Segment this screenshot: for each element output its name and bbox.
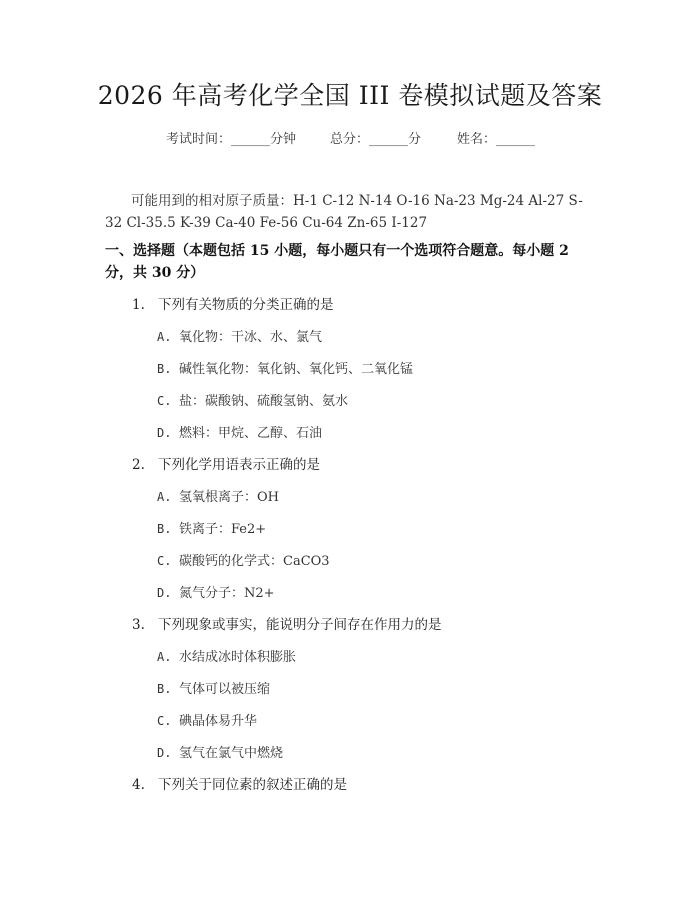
option-text: 碳酸钙的化学式：CaCO3 [179,554,330,569]
question-number: 2. [132,457,145,473]
option-item [157,550,330,573]
option-item [157,518,266,541]
option-item [157,582,275,605]
question-text: 下列化学用语表示正确的是 [158,457,320,473]
option-item [157,422,322,445]
option-letter: D. [157,426,172,440]
question-text: 下列现象或事实，能说明分子间存在作用力的是 [158,617,442,633]
exam-time-field: 考试时间：______分钟 [166,132,297,147]
option-text: 燃料：甲烷、乙醇、石油 [179,426,323,441]
option-letter: B. [157,682,172,696]
question-item [132,774,347,796]
option-letter: A. [157,650,172,664]
option-item [157,326,322,349]
option-text: 氢氧根离子：OH [179,490,279,505]
exam-meta [0,128,700,152]
option-item [157,678,270,701]
option-text: 碘晶体易升华 [179,714,258,729]
student-name-field: 姓名：______ [457,132,536,147]
question-number: 3. [132,617,145,633]
option-text: 气体可以被压缩 [179,682,271,697]
option-letter: C. [157,554,172,568]
option-letter: A. [157,490,172,504]
option-text: 氮气分子：N2+ [179,586,275,601]
option-text: 盐：碳酸钠、硫酸氢钠、氨水 [179,394,349,409]
option-letter: D. [157,586,172,600]
option-text: 水结成冰时体积膨胀 [179,650,297,665]
option-letter: C. [157,394,172,408]
option-letter: D. [157,746,172,760]
option-item [157,710,257,733]
question-item [132,454,320,476]
option-letter: C. [157,714,172,728]
question-text: 下列关于同位素的叙述正确的是 [158,777,347,793]
total-score-field: 总分：______分 [330,132,422,147]
question-item [132,294,334,316]
question-number: 1. [132,297,145,313]
option-letter: B. [157,522,172,536]
question-item [132,614,442,636]
option-item [157,358,413,381]
option-item [157,486,279,509]
option-item [157,646,296,669]
document-title: 2026 年高考化学全国 III 卷模拟试题及答案 [97,81,603,110]
option-item [157,742,283,765]
option-letter: A. [157,330,172,344]
option-text: 氧化物：干冰、水、氯气 [179,330,323,345]
atomic-masses-note: 可能用到的相对原子质量：H-1 C-12 N-14 O-16 Na-23 Mg-24 Al-27 S-32 Cl-35.5 K-39 Ca-40 Fe-56 Cu-64 Zn-65 I-127 [105,193,583,231]
section-heading-choice: 一、选择题（本题包括 15 小题，每小题只有一个选项符合题意。每小题 2 分，共 30 分） [105,243,569,281]
option-text: 铁离子：Fe2+ [179,522,267,537]
option-letter: B. [157,362,172,376]
question-text: 下列有关物质的分类正确的是 [158,297,334,313]
question-number: 4. [132,777,145,793]
option-item [157,390,348,413]
option-text: 碱性氧化物：氧化钠、氧化钙、二氧化锰 [179,362,414,377]
option-text: 氢气在氯气中燃烧 [179,746,284,761]
